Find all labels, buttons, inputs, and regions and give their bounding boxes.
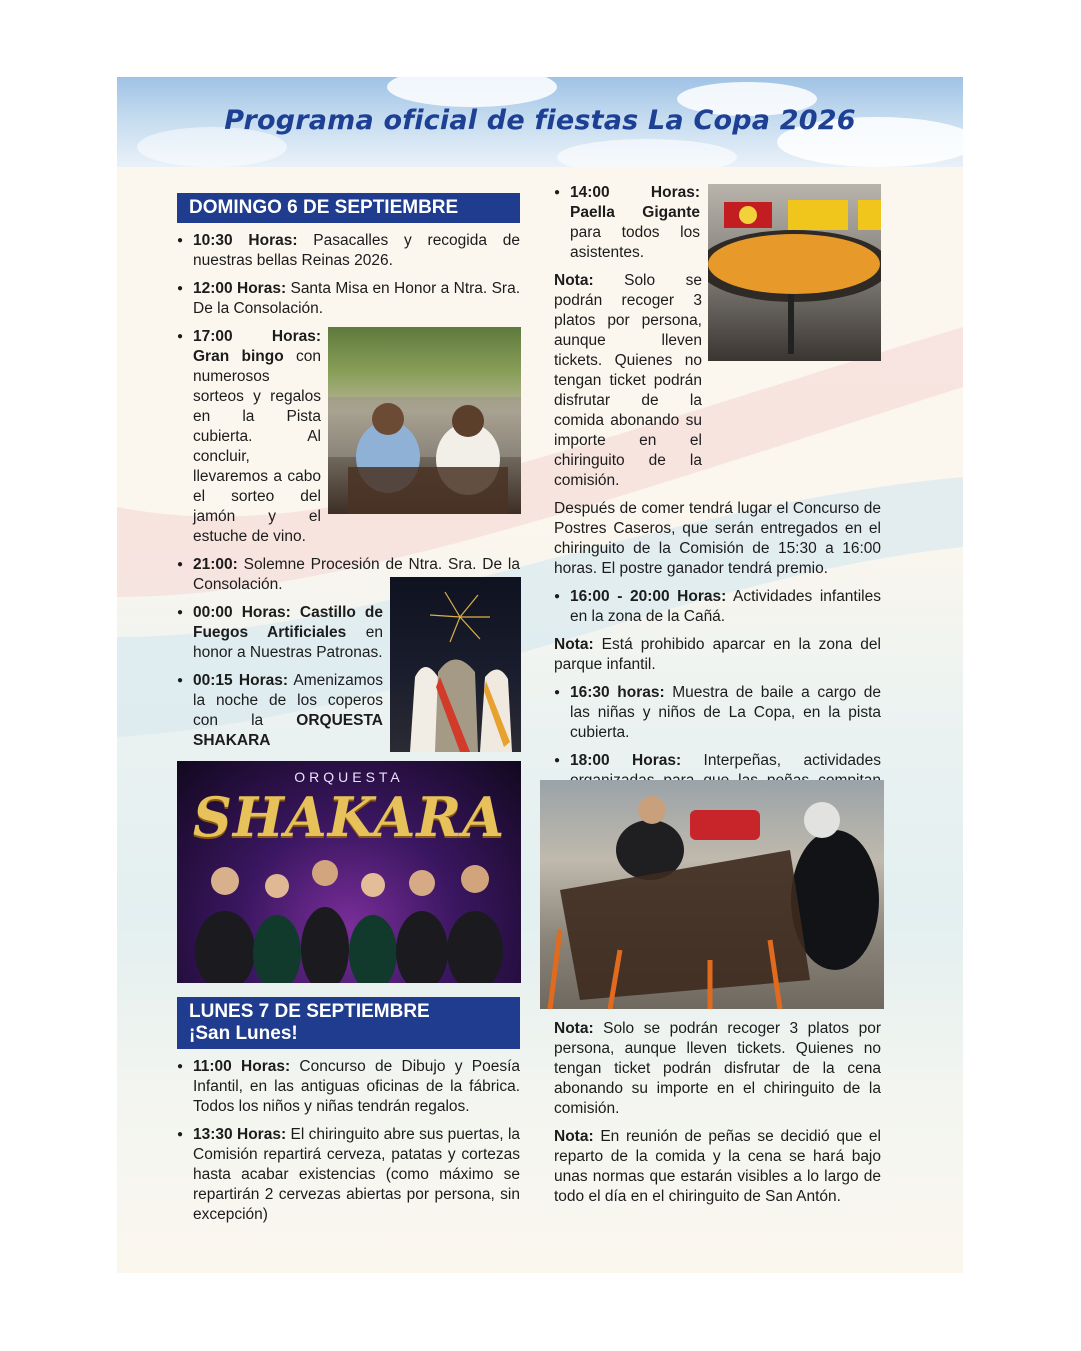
- fireworks-photo: [390, 577, 521, 752]
- list-item: ● 14:00 Horas: Paella Gigante para todos los asistentes.: [554, 183, 700, 263]
- program-page: [117, 77, 963, 1273]
- monday-column: [177, 997, 520, 1225]
- list-item: ● 16:30 horas: Muestra de baile a cargo de las niñas y niños de La Copa, en la pista cubierta.: [554, 683, 881, 743]
- list-item: ● 16:00 - 20:00 Horas: Actividades infantiles en la zona de la Cañá.: [554, 587, 881, 627]
- list-item: ● 10:30 Horas: Pasacalles y recogida de nuestras bellas Reinas 2026.: [177, 231, 520, 271]
- reunion-note: Nota: En reunión de peñas se decidió que el reparto de la comida y la cena se hará bajo unas normas que estarán visibles a lo largo de todo el día en el chiringuito de San Antón.: [554, 1128, 881, 1205]
- paella-note: Nota: Solo se podrán recoger 3 platos por persona, aunque lleven tickets. Quienes no tengan ticket podrán disfrutar de la comida abonando su importe en el chiringuito de la comisión.: [554, 272, 702, 489]
- list-item: ● 11:00 Horas: Concurso de Dibujo y Poesía Infantil, en las antiguas oficinas de la fábrica. Todos los niños y niñas tendrán regalos.: [177, 1057, 520, 1117]
- list-item: ● 00:15 Horas: Amenizamos la noche de los coperos con la ORQUESTA SHAKARA: [177, 671, 383, 751]
- header-banner: [117, 77, 963, 167]
- poster-big-title: SHAKARA: [192, 785, 506, 849]
- list-item: ● 21:00: Solemne Procesión de Ntra. Sra. De la Consolación.: [177, 555, 520, 595]
- monday-heading: LUNES 7 DE SEPTIEMBRE ¡San Lunes!: [177, 997, 520, 1049]
- cena-note: Nota: Solo se podrán recoger 3 platos por persona, aunque lleven tickets. Quienes no tengan ticket podrán disfrutar de la cena abonando su importe en el chiringuito de la comisión.: [554, 1020, 881, 1117]
- right-column: [554, 183, 881, 859]
- grill-photo: [540, 780, 884, 1009]
- infantil-note: Nota: Está prohibido aparcar en la zona del parque infantil.: [554, 636, 881, 673]
- right-bottom-notes: [554, 1015, 881, 1207]
- list-item: ● 17:00 Horas: Gran bingo con numerosos sorteos y regalos en la Pista cubierta. Al concluir, llevaremos a cabo el sorteo del jamón y el estuche de vino.: [177, 327, 321, 547]
- sunday-heading: DOMINGO 6 DE SEPTIEMBRE: [177, 193, 520, 223]
- poster-small-title: ORQUESTA: [294, 769, 404, 785]
- list-item: ● 13:30 Horas: El chiringuito abre sus puertas, la Comisión repartirá cerveza, patatas y cortezas hasta acabar existencias (como máximo se repartirán 2 cervezas abiertas por persona, sin excepción): [177, 1125, 520, 1225]
- list-item: ● 12:00 Horas: Santa Misa en Honor a Ntra. Sra. De la Consolación.: [177, 279, 520, 319]
- page-title: Programa oficial de fiestas La Copa 2026: [224, 105, 856, 136]
- bingo-photo: [328, 327, 521, 514]
- list-item: ● 00:00 Horas: Castillo de Fuegos Artificiales en honor a Nuestras Patronas.: [177, 603, 383, 663]
- list-item: ● 18:00 Horas: Interpeñas, actividades: [554, 751, 881, 811]
- shakara-poster: [177, 761, 521, 983]
- postres-text: Después de comer tendrá lugar el Concurso de Postres Caseros, que serán entregados en el chiringuito de la Comisión de 15:30 a 16:00 horas. El postre ganador tendrá premio.: [554, 500, 881, 577]
